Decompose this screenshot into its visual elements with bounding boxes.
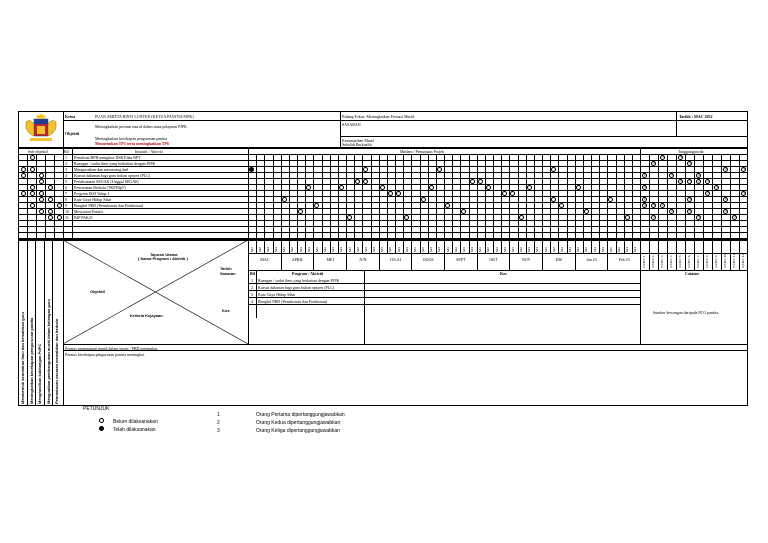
status-circle-icon xyxy=(48,209,53,214)
legend-num-2: 2 xyxy=(217,420,220,426)
initiative-bil: 3 xyxy=(65,166,67,172)
status-circle-icon xyxy=(30,167,35,172)
filled-circle-icon xyxy=(99,426,104,431)
week-label: M2 xyxy=(323,247,327,252)
program-bil: 4 xyxy=(251,299,253,304)
objektif-1: Meningkatkan prestasi murid dalam mata pelajaran PJPK xyxy=(95,124,187,129)
grid-column-line xyxy=(322,154,323,253)
legend-title: PETUNJUK xyxy=(83,406,110,412)
status-circle-icon xyxy=(57,203,62,208)
initiative-bil: 4 xyxy=(65,172,67,178)
pending-circle-icon xyxy=(347,215,352,220)
pending-circle-icon xyxy=(421,197,426,202)
grid-column-line xyxy=(387,154,388,253)
vertical-label-divider xyxy=(44,240,45,406)
grid-column-line xyxy=(273,154,274,253)
program-bil: 2 xyxy=(251,285,253,290)
status-circle-icon xyxy=(48,215,53,220)
grid-column-line xyxy=(338,154,339,253)
grid-column-line xyxy=(428,154,429,253)
week-label: M4 xyxy=(568,247,572,252)
pending-circle-icon xyxy=(527,185,532,190)
pending-circle-icon xyxy=(314,203,319,208)
status-circle-icon xyxy=(21,173,26,178)
week-label: M1 xyxy=(282,247,287,252)
week-label: M3 xyxy=(265,247,270,252)
status-circle-icon xyxy=(39,197,44,202)
responsibility-circle-icon xyxy=(732,215,737,220)
program-row-divider xyxy=(248,297,640,298)
pending-circle-icon xyxy=(559,203,564,208)
initiative-bil: 2 xyxy=(65,160,67,166)
responsibility-circle-icon xyxy=(696,215,701,220)
responsibility-circle-icon xyxy=(660,155,665,160)
sasaran-2: Sekolah Berkualiti xyxy=(342,142,372,147)
initiative-text: Menguruskan dan merancang dail xyxy=(74,166,129,172)
tajuk-utama: Tajuran Utama xyxy=(150,252,178,257)
responsibility-circle-icon xyxy=(687,197,692,202)
responsibility-circle-icon xyxy=(687,179,692,184)
legend-num-1: 1 xyxy=(217,412,220,418)
week-label: M1 xyxy=(380,247,385,252)
week-label: M2 xyxy=(617,247,621,252)
objektif-3: Menurunkan TP3 serta meningkatkan TP6 xyxy=(95,141,169,146)
initiative-bil: 7 xyxy=(65,190,67,196)
grid-column-line xyxy=(493,154,494,253)
grid-column-line xyxy=(452,154,453,253)
responsibility-circle-icon xyxy=(741,191,746,196)
grid-column-line xyxy=(616,154,617,253)
row-divider xyxy=(18,220,748,221)
status-circle-icon xyxy=(57,215,62,220)
initiative-text: Ruangan / sudut ilmu yang berkaitan dengan PJPK xyxy=(74,160,156,166)
pending-circle-icon xyxy=(461,209,466,214)
pending-circle-icon xyxy=(380,185,385,190)
responsibility-circle-icon xyxy=(741,167,746,172)
week-label: M4 xyxy=(306,247,311,252)
inisiatif-header: Inisiatif / Aktiviti xyxy=(135,149,163,154)
status-circle-icon xyxy=(30,203,35,208)
resp-name-label: GURU 12 xyxy=(741,253,745,268)
kos-diagram-label: Kos xyxy=(222,308,230,313)
pending-circle-icon xyxy=(282,197,287,202)
pending-circle-icon xyxy=(396,191,401,196)
grid-column-line xyxy=(354,154,355,253)
responsibility-circle-icon xyxy=(705,191,710,196)
week-label: M3 xyxy=(625,247,630,252)
responsibility-circle-icon xyxy=(696,173,701,178)
legend-desc-2: Orang Kedua dipertanggungjawabkan xyxy=(256,420,341,426)
grid-column-line xyxy=(518,154,519,253)
responsibility-circle-icon xyxy=(723,197,728,202)
sub-objektif-header: Sub-objektif xyxy=(28,149,48,154)
week-label: M3 xyxy=(363,247,368,252)
row-divider xyxy=(18,226,748,227)
program-row-divider xyxy=(248,304,640,305)
initiative-text: PdP PAK21 xyxy=(74,214,93,220)
kriteria-label: Kriteria Kejayaan xyxy=(130,313,163,318)
month-label: OKT xyxy=(489,257,498,262)
week-label: M3 xyxy=(494,247,499,252)
pending-circle-icon xyxy=(576,185,581,190)
pending-circle-icon xyxy=(551,167,556,172)
program-row-divider xyxy=(248,283,640,284)
week-label: M1 xyxy=(412,247,417,252)
tarikh-sasaran: Tarikh Sasaran xyxy=(220,266,236,276)
resp-name-label: GURU 1 xyxy=(642,255,646,268)
resp-name-label: GURU 7 xyxy=(696,255,700,268)
initiative-text: Penulisan RPH mengikut DSKP dan RPT xyxy=(74,154,141,160)
row-divider xyxy=(18,238,748,239)
row-divider xyxy=(18,190,748,191)
responsibility-circle-icon xyxy=(651,215,656,220)
grid-column-line xyxy=(305,154,306,253)
week-label: M2 xyxy=(551,247,556,252)
grid-column-line xyxy=(420,154,421,253)
row-divider xyxy=(18,214,748,215)
resp-name-label: GURU 2 xyxy=(651,255,655,268)
week-label: M1 xyxy=(249,247,254,252)
pending-circle-icon xyxy=(306,185,311,190)
pending-circle-icon xyxy=(510,191,515,196)
matlamat-header: Matlam / Penunjuan Projek xyxy=(400,149,444,154)
program-bil: 3 xyxy=(251,292,253,297)
week-label: M3 xyxy=(396,247,401,252)
status-circle-icon xyxy=(39,191,44,196)
week-label: M4 xyxy=(339,247,344,252)
week-label: M2 xyxy=(421,247,425,252)
initiative-text: Penceraaan Berkala (TKPPdpT) xyxy=(74,184,126,190)
vertical-label-divider xyxy=(35,240,36,406)
sasaran-label: SASARAN xyxy=(342,122,361,127)
done-circle-icon xyxy=(249,167,254,172)
grid-column-line xyxy=(567,154,568,253)
responsibility-circle-icon xyxy=(714,185,719,190)
week-label: M3 xyxy=(559,247,564,252)
initiative-bil: 5 xyxy=(65,178,67,184)
week-label: M2 xyxy=(355,247,360,252)
month-label: MEI xyxy=(326,257,334,262)
pending-circle-icon xyxy=(445,203,450,208)
responsibility-circle-icon xyxy=(651,203,656,208)
responsibility-circle-icon xyxy=(678,179,683,184)
kriteria-2: Peratus kecekapan pengurusan panitia meningkat. xyxy=(65,352,145,357)
responsibility-circle-icon xyxy=(642,197,647,202)
legend-desc-3: Orang Ketiga dipertanggungjawabkan xyxy=(256,428,340,434)
pending-circle-icon xyxy=(519,215,524,220)
initiative-text: Perlaksanaan SEGAK (Unggul SEGAK) xyxy=(74,178,140,184)
week-label: M1 xyxy=(478,247,483,252)
responsibility-circle-icon xyxy=(642,173,647,178)
objektif-label: Objektif xyxy=(65,131,80,136)
pending-circle-icon xyxy=(486,185,491,190)
vertical-label-divider xyxy=(52,240,53,406)
status-circle-icon xyxy=(48,197,53,202)
subobj-column-line xyxy=(36,154,37,240)
week-label: M2 xyxy=(290,247,295,252)
grid-column-line xyxy=(395,154,396,253)
initiative-bil: 8 xyxy=(65,196,67,202)
bil-program-header: Bil xyxy=(250,271,255,276)
resp-name-label: GURU 10 xyxy=(723,253,727,268)
program-row-divider xyxy=(248,290,640,291)
grid-column-line xyxy=(371,154,372,253)
objektif-2: Meningkatkan kecekapan pengurusan panitia xyxy=(95,136,168,141)
week-label: M2 xyxy=(257,247,262,252)
week-label: M3 xyxy=(592,247,597,252)
grid-column-line xyxy=(632,154,633,253)
responsibility-circle-icon xyxy=(669,209,674,214)
resp-name-label: GURU 8 xyxy=(705,255,709,268)
pending-circle-icon xyxy=(298,209,303,214)
status-circle-icon xyxy=(39,173,44,178)
pending-circle-icon xyxy=(363,179,368,184)
initiative-bil: 6 xyxy=(65,184,67,190)
resp-name-label: GURU 11 xyxy=(732,253,736,268)
initiative-bil: 10 xyxy=(65,208,69,214)
resp-name-label: GURU 6 xyxy=(687,255,691,268)
program-text: Kursus dalaman bagi guru bukan opsyen (PLC) xyxy=(258,285,335,290)
pending-circle-icon xyxy=(551,197,556,202)
grid-column-line xyxy=(330,154,331,253)
initiative-text: Program ISSI Tahap 1 xyxy=(74,190,110,196)
responsibility-circle-icon xyxy=(705,179,710,184)
legend-telah: Telah dilaksanakan xyxy=(113,427,156,433)
ketua-value: PUAN AMIETA BINTI LUNTED (KETUA PANITIA PJPK) xyxy=(95,114,194,119)
month-label: SEPT xyxy=(456,257,466,262)
week-label: M3 xyxy=(298,247,303,252)
status-circle-icon xyxy=(30,155,35,160)
responsibility-circle-icon xyxy=(678,155,683,160)
grid-column-line xyxy=(583,154,584,253)
grid-column-line xyxy=(534,154,535,253)
week-label: M3 xyxy=(331,247,336,252)
program-text: Ruangan / sudut ilmu yang berkaitan dengan PJPK xyxy=(258,278,340,283)
initiative-bil: 1 xyxy=(65,154,67,160)
week-label: M4 xyxy=(437,247,442,252)
pending-circle-icon xyxy=(437,167,442,172)
week-label: M2 xyxy=(584,247,589,252)
pending-circle-icon xyxy=(625,215,630,220)
month-label: NOV xyxy=(521,257,531,262)
sasaran-1: Kemenjadian Murid xyxy=(342,138,375,143)
status-circle-icon xyxy=(30,185,35,190)
week-label: M4 xyxy=(600,247,605,252)
month-label: Feb 23 xyxy=(618,257,630,262)
grid-column-line xyxy=(591,154,592,253)
ketua-label: Ketua xyxy=(65,114,76,119)
legend-belum: Belum dilaksanakan xyxy=(113,419,158,425)
resp-name-label: GURU 3 xyxy=(660,255,664,268)
row-divider xyxy=(18,232,748,233)
pending-circle-icon xyxy=(339,185,344,190)
week-label: M4 xyxy=(404,247,409,252)
month-label: JUN xyxy=(359,257,367,262)
status-circle-icon xyxy=(21,191,26,196)
status-circle-icon xyxy=(30,191,35,196)
grid-column-line xyxy=(403,154,404,253)
pending-circle-icon xyxy=(429,185,434,190)
initiative-text: Bengkel PBD (Pentaksiran dan Pentksiran) xyxy=(74,202,144,208)
program-text: Bengkel PBD (Pentaksiran dan Pentksiran) xyxy=(258,299,328,304)
responsibility-circle-icon xyxy=(687,161,692,166)
pending-circle-icon xyxy=(388,191,393,196)
grid-column-line xyxy=(460,154,461,253)
week-label: M1 xyxy=(347,247,352,252)
catatan-header: Catatan xyxy=(685,271,699,276)
resp-name-label: GURU 5 xyxy=(678,255,682,268)
week-label: M4 xyxy=(372,247,376,252)
tajuk-sub: ( Nama Program / Aktiviti ) xyxy=(138,256,188,261)
bidang-fokus: Bidang Fokus: Meningkatkan Prestasi Murid xyxy=(342,114,414,119)
grid-column-line xyxy=(526,154,527,253)
responsibility-circle-icon xyxy=(723,167,728,172)
status-circle-icon xyxy=(48,185,53,190)
grid-column-line xyxy=(501,154,502,253)
responsibility-circle-icon xyxy=(723,209,728,214)
month-label: Jan 23 xyxy=(586,257,597,262)
week-label: M4 xyxy=(502,247,507,252)
resp-name-label: GURU 9 xyxy=(714,255,718,268)
responsibility-circle-icon xyxy=(642,185,647,190)
bil-header: Bil xyxy=(64,149,69,154)
initiative-text: Kuiz Gaya Hidup Sihat xyxy=(74,196,112,202)
grid-column-line xyxy=(624,154,625,253)
legend-desc-1: Orang Pertama dipertanggungjawabkan xyxy=(256,412,345,418)
program-bil: 1 xyxy=(251,278,253,283)
subobjective-vertical-label: Menghasilkan kakitangan PdPC xyxy=(37,343,42,404)
week-label: M3 xyxy=(429,247,434,252)
row-divider xyxy=(18,208,748,209)
pending-circle-icon xyxy=(355,179,360,184)
tarikh-label: Tarikh : MAC 2022 xyxy=(679,114,713,119)
grid-column-line xyxy=(289,154,290,253)
grid-column-line xyxy=(256,154,257,253)
kos-header: Kos xyxy=(500,271,507,276)
grid-column-line xyxy=(469,154,470,253)
responsibility-circle-icon xyxy=(651,161,656,166)
week-label: M1 xyxy=(314,247,319,252)
objektif-diagram-label: Objektif xyxy=(90,289,105,294)
week-label: M1 xyxy=(608,247,613,252)
vertical-label-divider xyxy=(27,240,28,406)
subobjective-vertical-label: Pemantauan sasaran mewahkan dan berkala xyxy=(54,319,59,404)
week-label: M4 xyxy=(470,247,474,252)
status-circle-icon xyxy=(39,209,44,214)
month-label: APRIL xyxy=(291,257,304,262)
month-label: JULAI xyxy=(389,257,402,262)
grid-column-line xyxy=(297,154,298,253)
program-header: Program / Aktiviti xyxy=(292,271,324,276)
week-label: M1 xyxy=(543,247,548,252)
pending-circle-icon xyxy=(470,179,475,184)
subobjective-vertical-label: Menguatkan pembangunan murid dalam kelangan guru xyxy=(45,298,51,404)
responsibility-circle-icon xyxy=(642,203,647,208)
pending-circle-icon xyxy=(502,191,507,196)
responsibility-circle-icon xyxy=(696,179,701,184)
week-label: M4 xyxy=(535,247,540,252)
responsibility-circle-icon xyxy=(660,203,665,208)
grid-column-line xyxy=(485,154,486,253)
week-label: M1 xyxy=(445,247,450,252)
legend-num-3: 3 xyxy=(217,428,220,434)
kriteria-1: Peratus penanuapan murid dalam opsen / PBD meningkat. xyxy=(65,346,159,351)
row-divider xyxy=(18,196,748,197)
initiative-bil: 11 xyxy=(65,214,69,220)
open-circle-icon xyxy=(99,418,104,423)
month-label: MAC xyxy=(260,257,270,262)
pending-circle-icon xyxy=(478,179,483,184)
program-text: Kuiz Gaya Hidup Sihat xyxy=(258,292,296,297)
pending-circle-icon xyxy=(584,209,589,214)
initiative-text: Mesyuarat Panitia xyxy=(74,208,103,214)
week-label: M1 xyxy=(576,247,581,252)
week-label: M2 xyxy=(486,247,491,252)
subobjective-vertical-label: Membentuk kemahiran ilmu dan kemahiran guru xyxy=(20,311,25,404)
pending-circle-icon xyxy=(404,215,409,220)
resp-name-label: GURU 4 xyxy=(669,255,673,268)
week-label: M4 xyxy=(274,247,278,252)
pending-circle-icon xyxy=(363,167,368,172)
week-label: M2 xyxy=(453,247,458,252)
status-circle-icon xyxy=(21,167,26,172)
week-label: M3 xyxy=(461,247,466,252)
week-label: M3 xyxy=(527,247,532,252)
grid-column-line xyxy=(599,154,600,253)
responsibility-circle-icon xyxy=(687,209,692,214)
pending-circle-icon xyxy=(608,197,613,202)
grid-column-line xyxy=(264,154,265,253)
catatan-text: Sumber kewangan daripada PCG panitia. xyxy=(653,310,720,315)
responsibility-circle-icon xyxy=(669,173,674,178)
week-label: M4 xyxy=(633,247,638,252)
subobjective-vertical-label: Meningkatkan kecekapan pengurusan panitia xyxy=(28,317,34,404)
subobj-column-line xyxy=(45,154,46,240)
subobj-column-line xyxy=(27,154,28,240)
initiative-text: Kursus dalaman bagi guru bukan opsyen (PLC) xyxy=(74,172,151,178)
week-label: M2 xyxy=(519,247,523,252)
tanggungjawab-header: Tanggungjawab xyxy=(678,149,704,154)
coat-of-arms-logo xyxy=(22,114,60,144)
subobj-column-line xyxy=(54,154,55,240)
initiative-bil: 9 xyxy=(65,202,67,208)
week-label: M1 xyxy=(510,247,515,252)
week-label: M2 xyxy=(388,247,393,252)
status-circle-icon xyxy=(39,179,44,184)
month-label: DIS xyxy=(555,257,563,262)
month-label: OGOS xyxy=(422,257,434,262)
